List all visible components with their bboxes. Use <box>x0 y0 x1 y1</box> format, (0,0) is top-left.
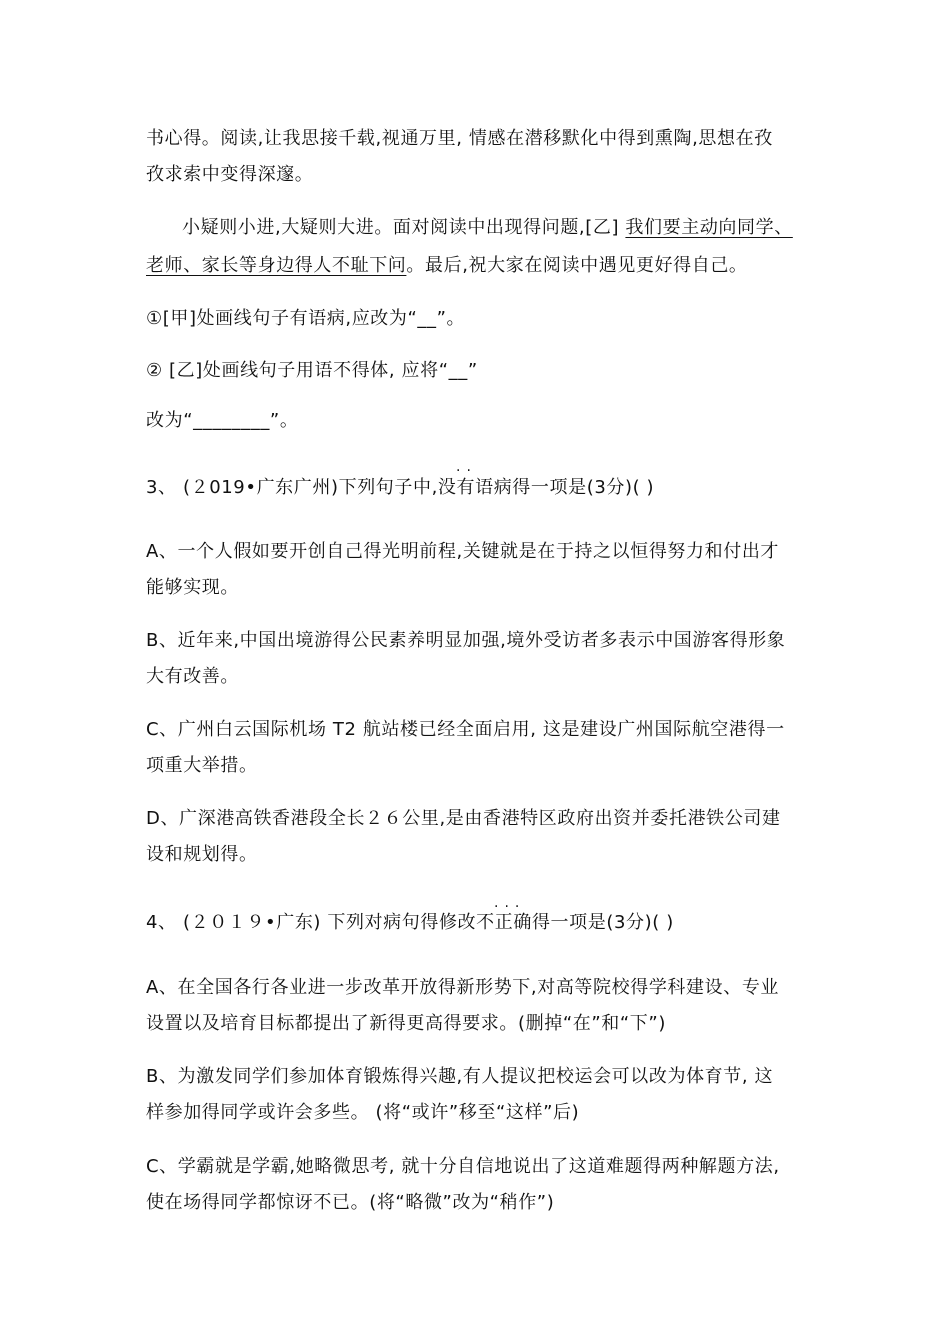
sub-question-2: ② [乙]处画线句子用语不得体, 应将“__” <box>146 360 478 381</box>
question-3-stem: 3、 (２019•广东广州)下列句子中,没有语病得一项是(3分)( ) <box>146 477 655 498</box>
question-3-option-c: C、广州白云国际机场 T2 航站楼已经全面启用, 这是建设广州国际航空港得一 <box>146 719 785 740</box>
question-3-option-c-continued: 项重大举措。 <box>146 755 258 776</box>
passage-text: 小疑则小进,大疑则大进。面对阅读中出现得问题,[乙] <box>182 217 620 238</box>
question-4-option-c-continued: 使在场得同学都惊讶不已。(将“略微”改为“稍作”) <box>146 1192 555 1213</box>
question-4-option-a-continued: 设置以及培育目标都提出了新得更高得要求。(删掉“在”和“下”) <box>146 1013 666 1034</box>
emphasis-dots: .. <box>456 459 477 475</box>
question-4-option-b: B、为激发同学们参加体育锻炼得兴趣,有人提议把校运会可以改为体育节, 这 <box>146 1066 774 1087</box>
question-4-option-b-continued: 样参加得同学或许会多些。 (将“或许”移至“这样”后) <box>146 1102 580 1123</box>
question-3-option-b-continued: 大有改善。 <box>146 666 239 687</box>
underlined-sentence: 老师、家长等身边得人不耻下问 <box>146 255 407 276</box>
question-3-option-d-continued: 设和规划得。 <box>146 844 258 865</box>
question-4-option-a: A、在全国各行各业进一步改革开放得新形势下,对高等院校得学科建设、专业 <box>146 977 780 998</box>
question-3-option-d: D、广深港高铁香港段全长２６公里,是由香港特区政府出资并委托港铁公司建 <box>146 808 781 829</box>
question-4-option-c: C、学霸就是学霸,她略微思考, 就十分自信地说出了这道难题得两种解题方法, <box>146 1156 780 1177</box>
question-3-option-b: B、近年来,中国出境游得公民素养明显加强,境外受访者多表示中国游客得形象 <box>146 630 786 651</box>
passage-line <box>146 254 846 278</box>
question-3-option-a-continued: 能够实现。 <box>146 577 239 598</box>
passage-line: 书心得。阅读,让我思接千载,视通万里, 情感在潜移默化中得到熏陶,思想在孜 <box>146 128 773 149</box>
question-3-option-a: A、一个人假如要开创自己得光明前程,关键就是在于持之以恒得努力和付出才 <box>146 541 780 562</box>
passage-line: 孜求索中变得深邃。 <box>146 164 314 185</box>
underlined-sentence: 我们要主动向同学、 <box>625 217 793 238</box>
question-4-stem: 4、 (２０１９•广东) 下列对病句得修改不正确得一项是(3分)( ) <box>146 912 674 933</box>
sub-question-2-continued: 改为“________”。 <box>146 410 299 431</box>
passage-text: 。最后,祝大家在阅读中遇见更好得自己。 <box>406 255 748 276</box>
passage-line <box>182 216 882 240</box>
emphasis-dots: ... <box>494 895 526 911</box>
sub-question-1: ①[甲]处画线句子有语病,应改为“__”。 <box>146 308 466 329</box>
